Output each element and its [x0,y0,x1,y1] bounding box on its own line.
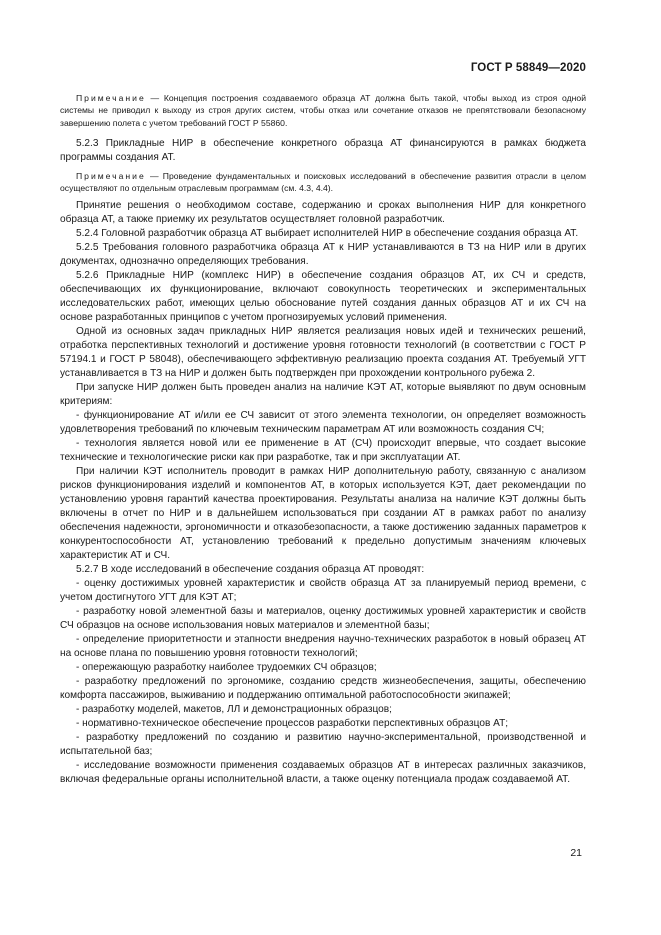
document-body [60,92,586,787]
paragraph-main-task: Одной из основных задач прикладных НИР является реализация новых идей и технических решений, отработка перспективных технологий и достижение уровня готовности технологий (в соответствии с ГОСТ Р 57194.1 и ГОСТ Р 58048), обеспечивающего эффективную реализацию проекта создания АТ. Требуемый УГТ устанавливается в ТЗ на НИР и должен быть подтвержден при прохождении контрольного рубежа 2. [60,326,586,380]
paragraph-5-2-3: 5.2.3 Прикладные НИР в обеспечение конкретного образца АТ финансируются в рамках бюджета программы создания АТ. [60,137,586,163]
paragraph-5-2-4: 5.2.4 Головной разработчик образца АТ выбирает исполнителей НИР в обеспечение создания образца АТ. [76,228,579,240]
list-item: - оценку достижимых уровней характеристик и свойств образца АТ за планируемый период времени, с учетом достигнутого УГТ для КЭТ АТ; [60,578,586,604]
list-item: - исследование возможности применения создаваемых образцов АТ в интересах различных заказчиков, включая федеральные органы исполнительной власти, а также оценку потенциала продаж создаваемой АТ. [60,760,586,786]
paragraph-5-2-7: 5.2.7 В ходе исследований в обеспечение создания образца АТ проводят: [76,564,425,576]
note-label: Примечание [76,170,146,181]
paragraph-decision: Принятие решения о необходимом составе, содержанию и сроках выполнения НИР для конкретного образца АТ, а также приемку их результатов осуществляет головной разработчик. [60,200,586,226]
list-item: - разработку предложений по созданию и развитию научно-экспериментальной, производственной и испытательной баз; [60,732,586,758]
page-number: 21 [570,847,582,859]
note-text: — Проведение фундаментальных и поисковых исследований в обеспечение развития отрасли в целом осуществляют по отдельным отраслевым программам (см. 4.3, 4.4). [60,170,586,194]
list-item: - разработку моделей, макетов, ЛЛ и демонстрационных образцов; [76,704,392,716]
list-item: - разработку новой элементной базы и материалов, оценку достижимых уровней характеристик и свойств СЧ образцов на основе использования новых материалов и элементной базы; [60,606,586,632]
note-label: Примечание [76,93,146,103]
list-item: - опережающую разработку наиболее трудоемких СЧ образцов; [76,662,377,674]
document-header: ГОСТ Р 58849—2020 [470,62,586,74]
paragraph-5-2-5: 5.2.5 Требования головного разработчика образца АТ к НИР устанавливаются в ТЗ на НИР или в других документах, однозначно определяющих требования. [60,242,586,268]
paragraph-ket-work: При наличии КЭТ исполнитель проводит в рамках НИР дополнительную работу, связанную с анализом рисков функционирования изделий и компонентов АТ, в которых используется КЭТ, дает рекомендации по установлению уровня гарантий качества проектирования. Результаты анализа на наличие КЭТ должны быть включены в отчет по НИР и в дальнейшем использоваться при создании АТ в рамках работ по анализу обеспечения надежности, эргономичности и отказобезопасности, а также достижению заданных параметров к конкурентоспособности АТ, установлению требований к предельно допустимым значениям ключевых характеристик АТ и СЧ. [60,466,586,562]
list-item: - разработку предложений по эргономике, созданию средств жизнеобеспечения, защиты, обеспечению комфорта пассажиров, выживанию и поддержанию оптимальной работоспособности экипажей; [60,676,586,702]
criterion-1: - функционирование АТ и/или ее СЧ зависит от этого элемента технологии, он определяет возможность удовлетворения требований по ключевым техническим параметрам АТ или возможность создания СЧ; [60,410,586,436]
note-1 [60,92,586,129]
note-text: — Концепция построения создаваемого образца АТ должна быть такой, чтобы выход из строя одной системы не приводил к выходу из строя других систем, чтобы отказ или сочетание отказов не препятствовали безопасному завершению полета с учетом требований ГОСТ Р 55860. [60,93,586,128]
list-item: - определение приоритетности и этапности внедрения научно-технических разработок в новый образец АТ на основе плана по повышению уровня готовности технологий; [60,634,586,660]
note-2 [60,170,586,195]
list-item: - нормативно-техническое обеспечение процессов разработки перспективных образцов АТ; [76,718,509,730]
paragraph-ket-analysis: При запуске НИР должен быть проведен анализ на наличие КЭТ АТ, которые выявляют по двум основным критериям: [60,382,586,408]
paragraph-5-2-6: 5.2.6 Прикладные НИР (комплекс НИР) в обеспечение создания образцов АТ, их СЧ и средств, обеспечивающих их функционирование, включают совокупность теоретических и экспериментальных исследовательских работ, имеющих целью обоснование путей создания данных образцов АТ и их СЧ на основе разработанных принципов с учетом прогнозируемых условий применения. [60,270,586,324]
criterion-2: - технология является новой или ее применение в АТ (СЧ) происходит впервые, что создает высокие технические и технологические риски как при разработке, так и при эксплуатации АТ. [60,438,586,464]
